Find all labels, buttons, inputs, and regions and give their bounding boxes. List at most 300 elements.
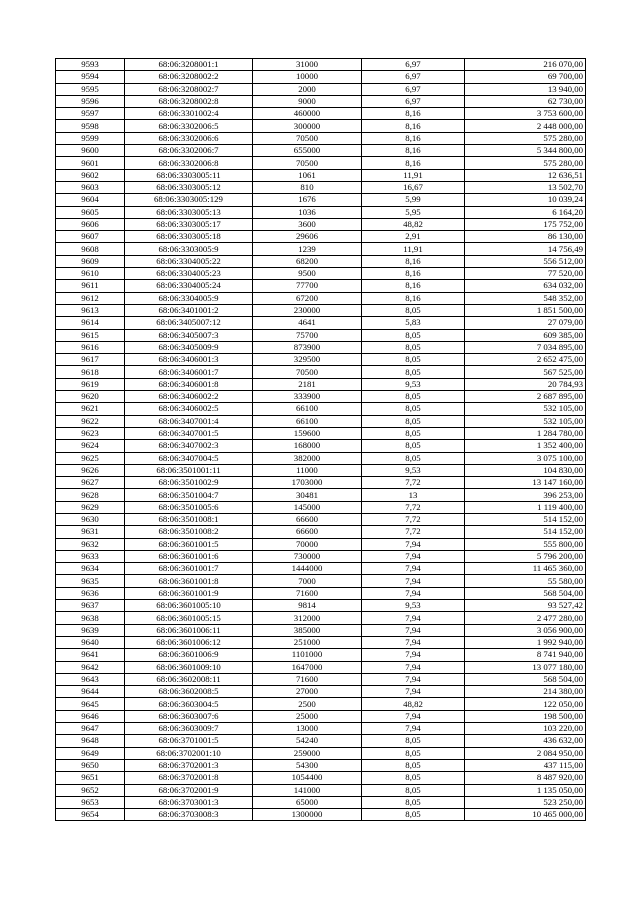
cadastral-number-cell: 68:06:3702001:9 — [125, 784, 253, 796]
table-row — [56, 268, 586, 280]
value-cell: 216 070,00 — [465, 59, 586, 71]
value-cell: 20 784,93 — [465, 378, 586, 390]
value-cell: 6 164,20 — [465, 206, 586, 218]
value-cell: 13 077 180,00 — [465, 661, 586, 673]
row-number-cell: 9611 — [56, 280, 125, 292]
rate-cell: 8,05 — [362, 304, 465, 316]
table-row — [56, 563, 586, 575]
value-cell: 568 504,00 — [465, 587, 586, 599]
rate-cell: 7,94 — [362, 661, 465, 673]
table-row — [56, 403, 586, 415]
value-cell: 69 700,00 — [465, 71, 586, 83]
table-row — [56, 464, 586, 476]
rate-cell: 7,72 — [362, 477, 465, 489]
value-cell: 104 830,00 — [465, 464, 586, 476]
value-cell: 2 652 475,00 — [465, 354, 586, 366]
cadastral-number-cell: 68:06:3407001:4 — [125, 415, 253, 427]
rate-cell: 7,94 — [362, 649, 465, 661]
area-cell: 31000 — [253, 59, 362, 71]
table-row — [56, 231, 586, 243]
area-cell: 1676 — [253, 194, 362, 206]
table-row — [56, 391, 586, 403]
cadastral-number-cell: 68:06:3406002:2 — [125, 391, 253, 403]
value-cell: 3 075 100,00 — [465, 452, 586, 464]
row-number-cell: 9627 — [56, 477, 125, 489]
table-row — [56, 181, 586, 193]
rate-cell: 8,05 — [362, 784, 465, 796]
cadastral-number-cell: 68:06:3702001:8 — [125, 772, 253, 784]
area-cell: 1036 — [253, 206, 362, 218]
row-number-cell: 9629 — [56, 501, 125, 513]
rate-cell: 8,16 — [362, 145, 465, 157]
value-cell: 1 352 400,00 — [465, 440, 586, 452]
value-cell: 1 135 050,00 — [465, 784, 586, 796]
cadastral-number-cell: 68:06:3702001:10 — [125, 747, 253, 759]
rate-cell: 11,91 — [362, 243, 465, 255]
table-row — [56, 575, 586, 587]
area-cell: 312000 — [253, 612, 362, 624]
value-cell: 514 152,00 — [465, 513, 586, 525]
table-row — [56, 95, 586, 107]
area-cell: 54240 — [253, 735, 362, 747]
rate-cell: 8,05 — [362, 354, 465, 366]
rate-cell: 7,94 — [362, 550, 465, 562]
row-number-cell: 9647 — [56, 723, 125, 735]
value-cell: 396 253,00 — [465, 489, 586, 501]
table-row — [56, 255, 586, 267]
row-number-cell: 9619 — [56, 378, 125, 390]
area-cell: 329500 — [253, 354, 362, 366]
cadastral-number-cell: 68:06:3501008:1 — [125, 513, 253, 525]
cadastral-number-cell: 68:06:3601006:12 — [125, 636, 253, 648]
table-row — [56, 341, 586, 353]
value-cell: 548 352,00 — [465, 292, 586, 304]
table-row — [56, 194, 586, 206]
area-cell: 810 — [253, 181, 362, 193]
area-cell: 70000 — [253, 538, 362, 550]
cadastral-number-cell: 68:06:3602008:5 — [125, 686, 253, 698]
cadastral-number-cell: 68:06:3406001:7 — [125, 366, 253, 378]
table-row — [56, 59, 586, 71]
cadastral-number-cell: 68:06:3208002:8 — [125, 95, 253, 107]
cadastral-number-cell: 68:06:3601006:9 — [125, 649, 253, 661]
table-row — [56, 452, 586, 464]
cadastral-number-cell: 68:06:3406002:5 — [125, 403, 253, 415]
row-number-cell: 9652 — [56, 784, 125, 796]
cadastral-number-cell: 68:06:3302006:8 — [125, 157, 253, 169]
row-number-cell: 9624 — [56, 440, 125, 452]
value-cell: 77 520,00 — [465, 268, 586, 280]
area-cell: 382000 — [253, 452, 362, 464]
rate-cell: 9,53 — [362, 464, 465, 476]
table-row — [56, 157, 586, 169]
value-cell: 62 730,00 — [465, 95, 586, 107]
value-cell: 10 465 000,00 — [465, 809, 586, 821]
area-cell: 655000 — [253, 145, 362, 157]
area-cell: 1300000 — [253, 809, 362, 821]
rate-cell: 5,83 — [362, 317, 465, 329]
rate-cell: 8,05 — [362, 772, 465, 784]
row-number-cell: 9631 — [56, 526, 125, 538]
rate-cell: 8,16 — [362, 108, 465, 120]
table-row — [56, 747, 586, 759]
rate-cell: 8,05 — [362, 747, 465, 759]
value-cell: 214 380,00 — [465, 686, 586, 698]
area-cell: 67200 — [253, 292, 362, 304]
value-cell: 11 465 360,00 — [465, 563, 586, 575]
row-number-cell: 9641 — [56, 649, 125, 661]
row-number-cell: 9636 — [56, 587, 125, 599]
row-number-cell: 9594 — [56, 71, 125, 83]
area-cell: 65000 — [253, 796, 362, 808]
table-row — [56, 784, 586, 796]
area-cell: 30481 — [253, 489, 362, 501]
value-cell: 436 632,00 — [465, 735, 586, 747]
rate-cell: 8,05 — [362, 759, 465, 771]
rate-cell: 7,72 — [362, 513, 465, 525]
area-cell: 333900 — [253, 391, 362, 403]
rate-cell: 8,05 — [362, 391, 465, 403]
table-row — [56, 169, 586, 181]
area-cell: 70500 — [253, 157, 362, 169]
rate-cell: 8,16 — [362, 280, 465, 292]
cadastral-number-cell: 68:06:3303005:12 — [125, 181, 253, 193]
area-cell: 251000 — [253, 636, 362, 648]
row-number-cell: 9615 — [56, 329, 125, 341]
rate-cell: 7,72 — [362, 501, 465, 513]
area-cell: 3600 — [253, 218, 362, 230]
rate-cell: 8,05 — [362, 809, 465, 821]
cadastral-number-cell: 68:06:3501002:9 — [125, 477, 253, 489]
row-number-cell: 9637 — [56, 600, 125, 612]
cadastral-number-cell: 68:06:3301002:4 — [125, 108, 253, 120]
area-cell: 1239 — [253, 243, 362, 255]
rate-cell: 7,94 — [362, 673, 465, 685]
cadastral-number-cell: 68:06:3302006:5 — [125, 120, 253, 132]
table-row — [56, 329, 586, 341]
cadastral-number-cell: 68:06:3407004:5 — [125, 452, 253, 464]
cadastral-number-cell: 68:06:3601001:9 — [125, 587, 253, 599]
value-cell: 12 636,51 — [465, 169, 586, 181]
row-number-cell: 9643 — [56, 673, 125, 685]
area-cell: 141000 — [253, 784, 362, 796]
cadastral-number-cell: 68:06:3208001:1 — [125, 59, 253, 71]
rate-cell: 6,97 — [362, 59, 465, 71]
row-number-cell: 9595 — [56, 83, 125, 95]
row-number-cell: 9638 — [56, 612, 125, 624]
value-cell: 27 079,00 — [465, 317, 586, 329]
cadastral-value-table — [55, 58, 586, 821]
cadastral-number-cell: 68:06:3501004:7 — [125, 489, 253, 501]
row-number-cell: 9633 — [56, 550, 125, 562]
table-row — [56, 132, 586, 144]
table-row — [56, 206, 586, 218]
area-cell: 159600 — [253, 427, 362, 439]
rate-cell: 11,91 — [362, 169, 465, 181]
table-row — [56, 366, 586, 378]
value-cell: 634 032,00 — [465, 280, 586, 292]
table-row — [56, 636, 586, 648]
row-number-cell: 9609 — [56, 255, 125, 267]
value-cell: 55 580,00 — [465, 575, 586, 587]
area-cell: 385000 — [253, 624, 362, 636]
row-number-cell: 9650 — [56, 759, 125, 771]
row-number-cell: 9597 — [56, 108, 125, 120]
value-cell: 2 687 895,00 — [465, 391, 586, 403]
table-row — [56, 612, 586, 624]
row-number-cell: 9640 — [56, 636, 125, 648]
rate-cell: 5,99 — [362, 194, 465, 206]
row-number-cell: 9601 — [56, 157, 125, 169]
rate-cell: 5,95 — [362, 206, 465, 218]
value-cell: 1 851 500,00 — [465, 304, 586, 316]
rate-cell: 8,16 — [362, 268, 465, 280]
value-cell: 514 152,00 — [465, 526, 586, 538]
table-row — [56, 772, 586, 784]
table-row — [56, 280, 586, 292]
cadastral-number-cell: 68:06:3701001:5 — [125, 735, 253, 747]
row-number-cell: 9593 — [56, 59, 125, 71]
area-cell: 66600 — [253, 513, 362, 525]
cadastral-number-cell: 68:06:3601005:15 — [125, 612, 253, 624]
row-number-cell: 9653 — [56, 796, 125, 808]
cadastral-number-cell: 68:06:3702001:3 — [125, 759, 253, 771]
value-cell: 8 741 940,00 — [465, 649, 586, 661]
value-cell: 1 284 780,00 — [465, 427, 586, 439]
cadastral-number-cell: 68:06:3304005:9 — [125, 292, 253, 304]
area-cell: 145000 — [253, 501, 362, 513]
value-cell: 10 039,24 — [465, 194, 586, 206]
row-number-cell: 9625 — [56, 452, 125, 464]
value-cell: 609 385,00 — [465, 329, 586, 341]
value-cell: 7 034 895,00 — [465, 341, 586, 353]
area-cell: 1101000 — [253, 649, 362, 661]
area-cell: 27000 — [253, 686, 362, 698]
cadastral-number-cell: 68:06:3601009:10 — [125, 661, 253, 673]
cadastral-number-cell: 68:06:3501005:6 — [125, 501, 253, 513]
table-row — [56, 698, 586, 710]
row-number-cell: 9612 — [56, 292, 125, 304]
rate-cell: 8,05 — [362, 796, 465, 808]
value-cell: 198 500,00 — [465, 710, 586, 722]
cadastral-number-cell: 68:06:3405009:9 — [125, 341, 253, 353]
cadastral-number-cell: 68:06:3406001:3 — [125, 354, 253, 366]
table-row — [56, 759, 586, 771]
area-cell: 71600 — [253, 673, 362, 685]
table-row — [56, 243, 586, 255]
table-row — [56, 145, 586, 157]
table-row — [56, 317, 586, 329]
cadastral-number-cell: 68:06:3407002:3 — [125, 440, 253, 452]
cadastral-number-cell: 68:06:3304005:24 — [125, 280, 253, 292]
value-cell: 568 504,00 — [465, 673, 586, 685]
row-number-cell: 9621 — [56, 403, 125, 415]
table-row — [56, 723, 586, 735]
area-cell: 2181 — [253, 378, 362, 390]
row-number-cell: 9606 — [56, 218, 125, 230]
area-cell: 9814 — [253, 600, 362, 612]
area-cell: 9500 — [253, 268, 362, 280]
area-cell: 10000 — [253, 71, 362, 83]
cadastral-number-cell: 68:06:3304005:23 — [125, 268, 253, 280]
table-row — [56, 71, 586, 83]
row-number-cell: 9654 — [56, 809, 125, 821]
value-cell: 556 512,00 — [465, 255, 586, 267]
value-cell: 122 050,00 — [465, 698, 586, 710]
table-row — [56, 218, 586, 230]
value-cell: 3 056 900,00 — [465, 624, 586, 636]
value-cell: 3 753 600,00 — [465, 108, 586, 120]
cadastral-number-cell: 68:06:3304005:22 — [125, 255, 253, 267]
cadastral-number-cell: 68:06:3501008:2 — [125, 526, 253, 538]
row-number-cell: 9616 — [56, 341, 125, 353]
table-row — [56, 378, 586, 390]
rate-cell: 8,05 — [362, 427, 465, 439]
rate-cell: 8,05 — [362, 415, 465, 427]
area-cell: 168000 — [253, 440, 362, 452]
cadastral-number-cell: 68:06:3303005:9 — [125, 243, 253, 255]
row-number-cell: 9617 — [56, 354, 125, 366]
value-cell: 93 527,42 — [465, 600, 586, 612]
value-cell: 2 477 280,00 — [465, 612, 586, 624]
area-cell: 77700 — [253, 280, 362, 292]
area-cell: 25000 — [253, 710, 362, 722]
value-cell: 13 502,70 — [465, 181, 586, 193]
rate-cell: 48,82 — [362, 218, 465, 230]
table-row — [56, 538, 586, 550]
value-cell: 575 280,00 — [465, 157, 586, 169]
row-number-cell: 9645 — [56, 698, 125, 710]
rate-cell: 7,94 — [362, 624, 465, 636]
rate-cell: 8,05 — [362, 403, 465, 415]
area-cell: 300000 — [253, 120, 362, 132]
row-number-cell: 9600 — [56, 145, 125, 157]
rate-cell: 7,94 — [362, 575, 465, 587]
cadastral-number-cell: 68:06:3601001:6 — [125, 550, 253, 562]
area-cell: 873900 — [253, 341, 362, 353]
value-cell: 532 105,00 — [465, 403, 586, 415]
rate-cell: 7,72 — [362, 526, 465, 538]
table-row — [56, 550, 586, 562]
table-row — [56, 292, 586, 304]
rate-cell: 13 — [362, 489, 465, 501]
rate-cell: 7,94 — [362, 587, 465, 599]
cadastral-number-cell: 68:06:3303005:129 — [125, 194, 253, 206]
table-row — [56, 624, 586, 636]
rate-cell: 7,94 — [362, 710, 465, 722]
row-number-cell: 9603 — [56, 181, 125, 193]
rate-cell: 7,94 — [362, 538, 465, 550]
rate-cell: 8,16 — [362, 255, 465, 267]
table-row — [56, 440, 586, 452]
row-number-cell: 9607 — [56, 231, 125, 243]
rate-cell: 7,94 — [362, 636, 465, 648]
cadastral-number-cell: 68:06:3601001:8 — [125, 575, 253, 587]
row-number-cell: 9618 — [56, 366, 125, 378]
area-cell: 1647000 — [253, 661, 362, 673]
rate-cell: 8,16 — [362, 132, 465, 144]
rate-cell: 8,05 — [362, 329, 465, 341]
row-number-cell: 9623 — [56, 427, 125, 439]
value-cell: 5 344 800,00 — [465, 145, 586, 157]
area-cell: 68200 — [253, 255, 362, 267]
value-cell: 2 448 000,00 — [465, 120, 586, 132]
cadastral-number-cell: 68:06:3603009:7 — [125, 723, 253, 735]
row-number-cell: 9642 — [56, 661, 125, 673]
table-row — [56, 600, 586, 612]
table-row — [56, 354, 586, 366]
value-cell: 103 220,00 — [465, 723, 586, 735]
area-cell: 11000 — [253, 464, 362, 476]
value-cell: 555 800,00 — [465, 538, 586, 550]
cadastral-number-cell: 68:06:3208002:2 — [125, 71, 253, 83]
area-cell: 54300 — [253, 759, 362, 771]
area-cell: 66100 — [253, 403, 362, 415]
table-row — [56, 809, 586, 821]
row-number-cell: 9604 — [56, 194, 125, 206]
cadastral-number-cell: 68:06:3703001:3 — [125, 796, 253, 808]
cadastral-number-cell: 68:06:3703008:3 — [125, 809, 253, 821]
area-cell: 460000 — [253, 108, 362, 120]
area-cell: 13000 — [253, 723, 362, 735]
cadastral-number-cell: 68:06:3303005:17 — [125, 218, 253, 230]
row-number-cell: 9614 — [56, 317, 125, 329]
cadastral-number-cell: 68:06:3501001:11 — [125, 464, 253, 476]
row-number-cell: 9648 — [56, 735, 125, 747]
rate-cell: 7,94 — [362, 723, 465, 735]
row-number-cell: 9634 — [56, 563, 125, 575]
row-number-cell: 9635 — [56, 575, 125, 587]
row-number-cell: 9651 — [56, 772, 125, 784]
row-number-cell: 9596 — [56, 95, 125, 107]
cadastral-number-cell: 68:06:3302006:7 — [125, 145, 253, 157]
row-number-cell: 9630 — [56, 513, 125, 525]
rate-cell: 7,94 — [362, 686, 465, 698]
cadastral-number-cell: 68:06:3303005:18 — [125, 231, 253, 243]
area-cell: 1054400 — [253, 772, 362, 784]
value-cell: 1 119 400,00 — [465, 501, 586, 513]
area-cell: 70500 — [253, 132, 362, 144]
table-row — [56, 427, 586, 439]
area-cell: 70500 — [253, 366, 362, 378]
cadastral-number-cell: 68:06:3407001:5 — [125, 427, 253, 439]
cadastral-number-cell: 68:06:3208002:7 — [125, 83, 253, 95]
row-number-cell: 9610 — [56, 268, 125, 280]
cadastral-number-cell: 68:06:3303005:11 — [125, 169, 253, 181]
value-cell: 2 084 950,00 — [465, 747, 586, 759]
cadastral-number-cell: 68:06:3405007:12 — [125, 317, 253, 329]
value-cell: 175 752,00 — [465, 218, 586, 230]
row-number-cell: 9632 — [56, 538, 125, 550]
row-number-cell: 9644 — [56, 686, 125, 698]
rate-cell: 9,53 — [362, 600, 465, 612]
area-cell: 2000 — [253, 83, 362, 95]
table-row — [56, 661, 586, 673]
value-cell: 13 940,00 — [465, 83, 586, 95]
value-cell: 14 756,49 — [465, 243, 586, 255]
table-row — [56, 673, 586, 685]
row-number-cell: 9620 — [56, 391, 125, 403]
cadastral-number-cell: 68:06:3602008:11 — [125, 673, 253, 685]
value-cell: 437 115,00 — [465, 759, 586, 771]
table-row — [56, 83, 586, 95]
area-cell: 66600 — [253, 526, 362, 538]
cadastral-number-cell: 68:06:3302006:6 — [125, 132, 253, 144]
row-number-cell: 9646 — [56, 710, 125, 722]
area-cell: 9000 — [253, 95, 362, 107]
cadastral-number-cell: 68:06:3405007:3 — [125, 329, 253, 341]
table-row — [56, 304, 586, 316]
